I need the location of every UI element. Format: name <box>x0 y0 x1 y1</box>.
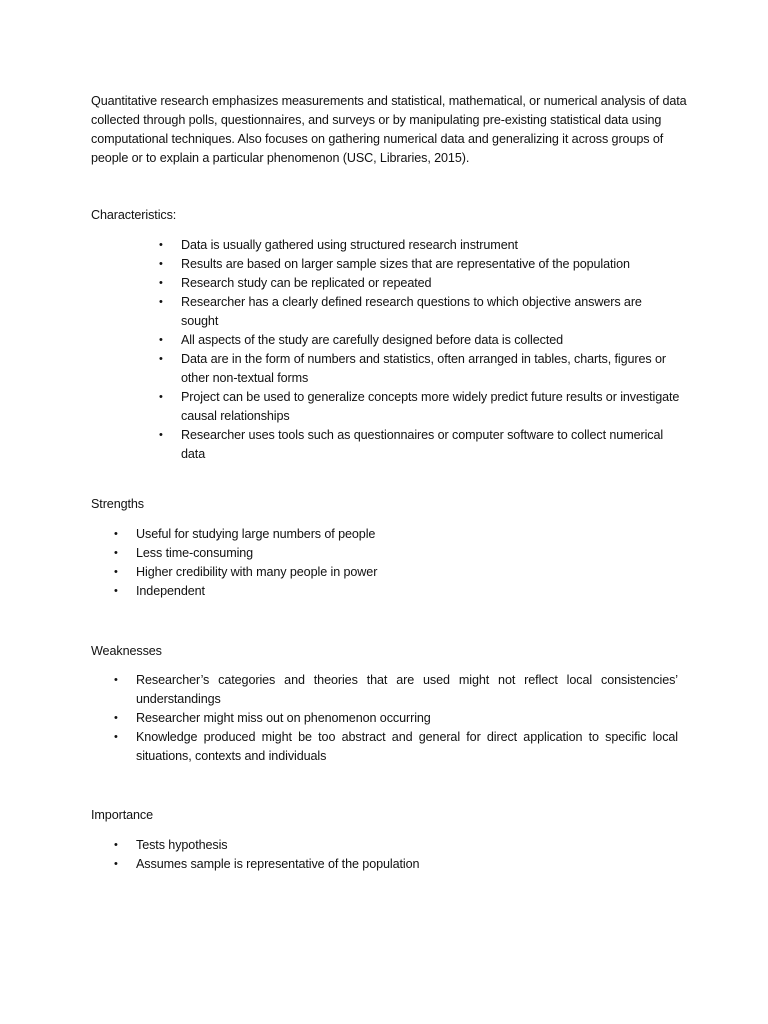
strengths-list <box>114 525 681 601</box>
list-item: • Less time-consuming <box>136 544 681 563</box>
bullet-icon: • <box>114 528 118 540</box>
strengths-heading: Strengths <box>91 497 145 511</box>
list-item: • Assumes sample is representative of the population <box>136 855 681 874</box>
bullet-icon: • <box>159 239 163 251</box>
characteristics-heading: Characteristics: <box>91 208 177 222</box>
list-item: • Researcher uses tools such as questionnaires or computer software to collect numerical data <box>159 428 664 461</box>
bullet-icon: • <box>159 277 163 289</box>
list-item: • Useful for studying large numbers of people <box>136 525 681 544</box>
list-item: • Project can be used to generalize concepts more widely predict future results or investigate causal relationships <box>159 390 680 423</box>
bullet-icon: • <box>159 296 163 308</box>
importance-heading: Importance <box>91 808 153 822</box>
bullet-icon: • <box>159 258 163 270</box>
bullet-icon: • <box>159 334 163 346</box>
intro-paragraph: Quantitative research emphasizes measurements and statistical, mathematical, or numerical analysis of data collected through polls, questionnaires, and surveys or by manipulating pre-existing statistical data using computational techniques. Also focuses on gathering numerical data and generalizing it across groups of people or to explain a particular phenomenon (USC, Libraries, 2015). <box>91 94 687 165</box>
bullet-icon: • <box>159 353 163 365</box>
list-item: • Researcher’s categories and theories that are used might not reflect local consistencies’ understandings <box>114 673 678 706</box>
bullet-icon: • <box>114 566 118 578</box>
bullet-icon: • <box>114 858 118 870</box>
list-item: • Research study can be replicated or repeated <box>181 274 681 293</box>
list-item: • Knowledge produced might be too abstract and general for direct application to specific local situations, contexts and individuals <box>114 730 678 763</box>
bullet-icon: • <box>114 839 118 851</box>
weaknesses-heading: Weaknesses <box>91 644 162 658</box>
bullet-icon: • <box>114 712 118 724</box>
list-item: • Results are based on larger sample sizes that are representative of the population <box>181 255 681 274</box>
list-item: • Researcher has a clearly defined research questions to which objective answers are sought <box>159 295 642 328</box>
bullet-icon: • <box>159 391 163 403</box>
list-item: • Independent <box>136 582 681 601</box>
bullet-icon: • <box>114 585 118 597</box>
bullet-icon: • <box>114 547 118 559</box>
bullet-icon: • <box>114 674 118 686</box>
list-item: • Researcher might miss out on phenomenon occurring <box>136 709 678 728</box>
weaknesses-list <box>114 671 678 766</box>
importance-list <box>114 836 681 874</box>
characteristics-list <box>159 236 681 464</box>
list-item: • Data is usually gathered using structured research instrument <box>181 236 681 255</box>
list-item: • Higher credibility with many people in power <box>136 563 681 582</box>
list-item: • Data are in the form of numbers and statistics, often arranged in tables, charts, figures or other non-textual forms <box>159 352 667 385</box>
list-item: • All aspects of the study are carefully designed before data is collected <box>181 331 681 350</box>
bullet-icon: • <box>159 429 163 441</box>
bullet-icon: • <box>114 731 118 743</box>
list-item: • Tests hypothesis <box>136 836 681 855</box>
